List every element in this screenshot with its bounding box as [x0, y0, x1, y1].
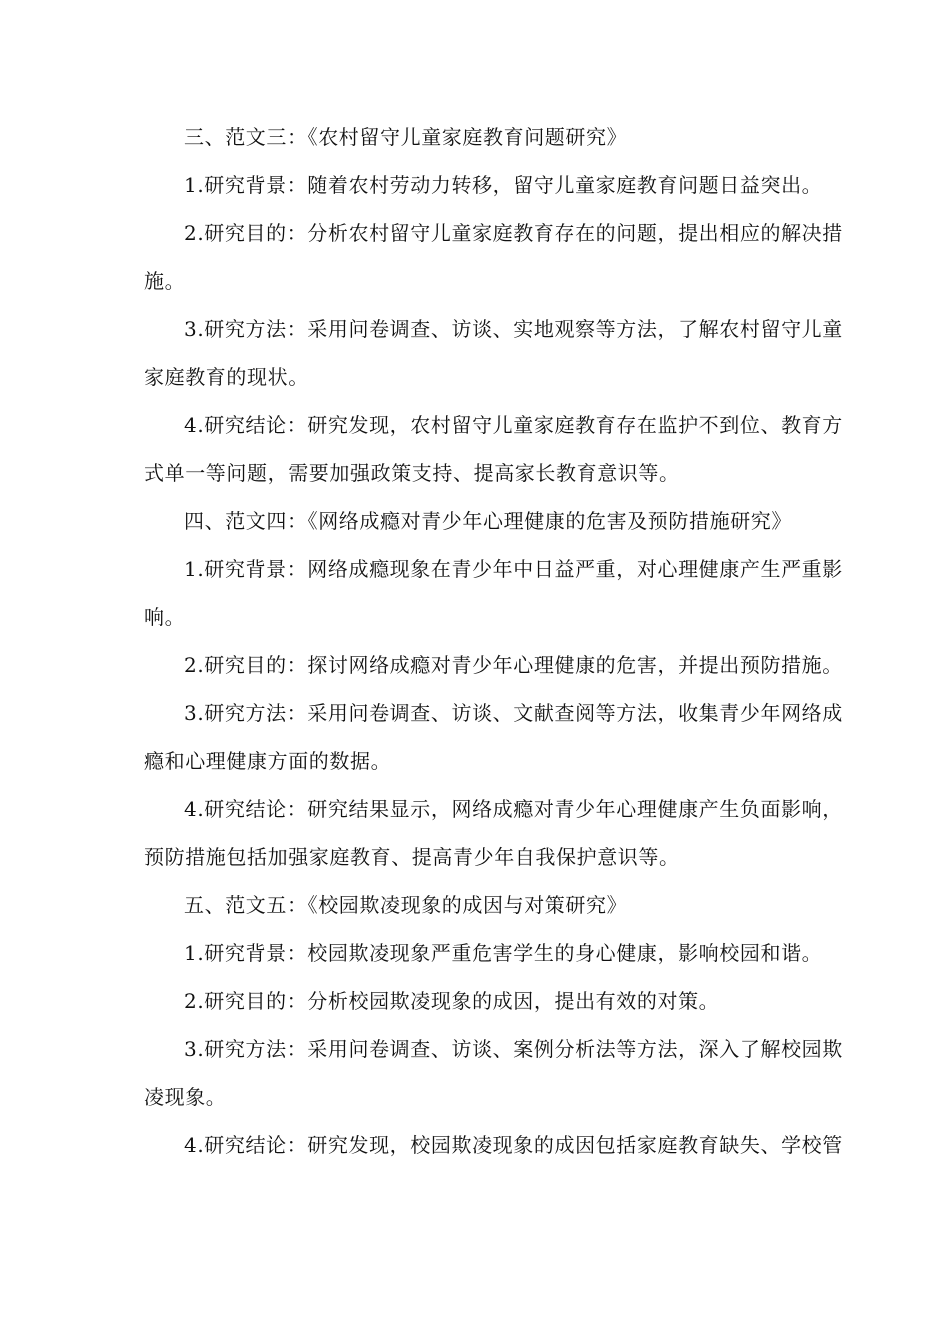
paragraph-line: 预防措施包括加强家庭教育、提高青少年自我保护意识等。: [144, 845, 680, 869]
paragraph-line: 3.研究方法：采用问卷调查、访谈、案例分析法等方法，深入了解校园欺: [184, 1037, 843, 1061]
paragraph-line: 1.研究背景：校园欺凌现象严重危害学生的身心健康，影响校园和谐。: [184, 941, 823, 965]
paragraph-line: 施。: [144, 269, 186, 293]
paragraph-line: 瘾和心理健康方面的数据。: [144, 749, 392, 773]
section-heading-3: 三、范文三：《农村留守儿童家庭教育问题研究》: [184, 125, 628, 149]
paragraph-line: 3.研究方法：采用问卷调查、访谈、实地观察等方法，了解农村留守儿童: [184, 317, 843, 341]
paragraph-line: 4.研究结论：研究发现，校园欺凌现象的成因包括家庭教育缺失、学校管: [184, 1133, 843, 1157]
paragraph-line: 4.研究结论：研究结果显示，网络成瘾对青少年心理健康产生负面影响，: [184, 797, 843, 821]
section-heading-4: 四、范文四：《网络成瘾对青少年心理健康的危害及预防措施研究》: [184, 509, 792, 533]
paragraph-line: 3.研究方法：采用问卷调查、访谈、文献查阅等方法，收集青少年网络成: [184, 701, 843, 725]
paragraph-line: 1.研究背景：网络成瘾现象在青少年中日益严重，对心理健康产生严重影: [184, 557, 843, 581]
paragraph-line: 家庭教育的现状。: [144, 365, 309, 389]
section-heading-5: 五、范文五：《校园欺凌现象的成因与对策研究》: [184, 893, 628, 917]
paragraph-line: 1.研究背景：随着农村劳动力转移，留守儿童家庭教育问题日益突出。: [184, 173, 823, 197]
paragraph-line: 2.研究目的：分析校园欺凌现象的成因，提出有效的对策。: [184, 989, 720, 1013]
paragraph-line: 式单一等问题，需要加强政策支持、提高家长教育意识等。: [144, 461, 680, 485]
paragraph-line: 凌现象。: [144, 1085, 227, 1109]
paragraph-line: 4.研究结论：研究发现，农村留守儿童家庭教育存在监护不到位、教育方: [184, 413, 843, 437]
paragraph-line: 2.研究目的：探讨网络成瘾对青少年心理健康的危害，并提出预防措施。: [184, 653, 843, 677]
paragraph-line: 响。: [144, 605, 186, 629]
paragraph-line: 2.研究目的：分析农村留守儿童家庭教育存在的问题，提出相应的解决措: [184, 221, 843, 245]
